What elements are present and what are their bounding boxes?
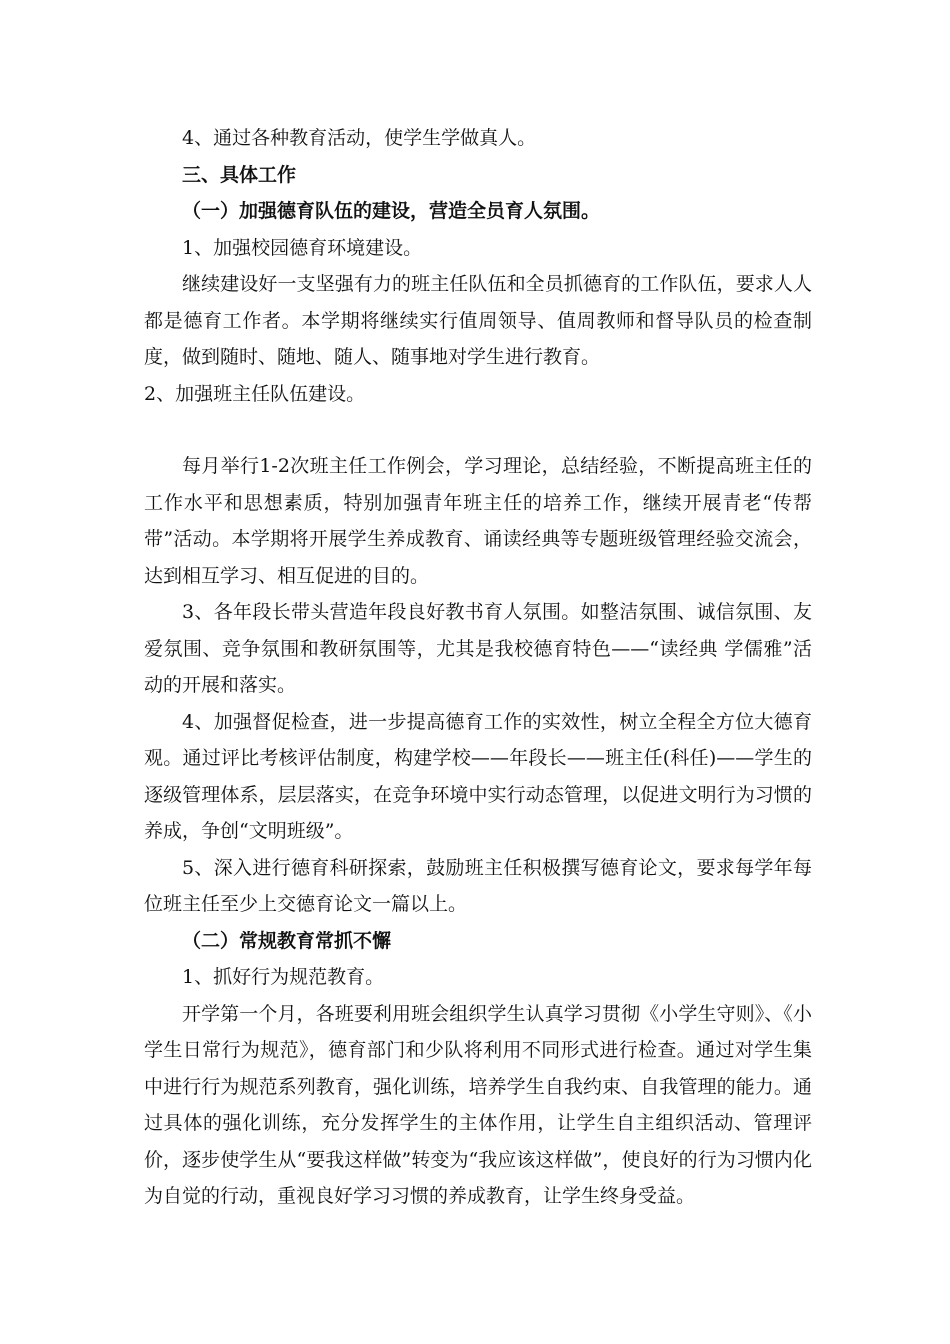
paragraph-item-1-3: 3、各年段长带头营造年段良好教书育人氛围。如整洁氛围、诚信氛围、友爱氛围、竞争氛围和教研氛围等，尤其是我校德育特色——“读经典 学儒雅”活动的开展和落实。 xyxy=(144,601,812,696)
blank-line xyxy=(144,412,812,448)
subsection-heading-1: （一）加强德育队伍的建设，营造全员育人氛围。 xyxy=(182,200,601,222)
item-heading-2-1: 1、抓好行为规范教育。 xyxy=(182,966,385,988)
paragraph-body-2-1: 开学第一个月，各班要利用班会组织学生认真学习贯彻《小学生守则》、《小学生日常行为规范》，德育部门和少队将利用不同形式进行检查。通过对学生集中进行行为规范系列教育，强化训练，培养学生自我约束、自我管理的能力。通过具体的强化训练，充分发挥学生的主体作用，让学生自主组织活动、管理评价，逐步使学生从“要我这样做”转变为“我应该这样做”，使良好的行为习惯内化为自觉的行动，重视良好学习习惯的养成教育，让学生终身受益。 xyxy=(144,1002,812,1207)
paragraph-item-1-5: 5、深入进行德育科研探索，鼓励班主任积极撰写德育论文，要求每学年每位班主任至少上交德育论文一篇以上。 xyxy=(144,856,812,915)
item-heading-1-2: 2、加强班主任队伍建设。 xyxy=(144,382,366,405)
document-page xyxy=(144,120,812,1215)
paragraph-body-1-1: 继续建设好一支坚强有力的班主任队伍和全员抓德育的工作队伍，要求人人都是德育工作者。本学期将继续实行值周领导、值周教师和督导队员的检查制度，做到随时、随地、随人、随事地对学生进行教育。 xyxy=(144,273,812,368)
paragraph-goal-4: 4、通过各种教育活动，使学生学做真人。 xyxy=(182,127,537,149)
subsection-heading-2: （二）常规教育常抓不懈 xyxy=(182,929,392,952)
paragraph-body-1-2: 每月举行1-2次班主任工作例会，学习理论，总结经验，不断提高班主任的工作水平和思想素质，特别加强青年班主任的培养工作，继续开展青老“传帮带”活动。本学期将开展学生养成教育、诵读经典等专题班级管理经验交流会，达到相互学习、相互促进的目的。 xyxy=(144,455,812,587)
item-heading-1-1: 1、加强校园德育环境建设。 xyxy=(182,236,423,259)
section-heading-specific-work: 三、具体工作 xyxy=(182,163,297,186)
paragraph-item-1-4: 4、加强督促检查，进一步提高德育工作的实效性，树立全程全方位大德育观。通过评比考核评估制度，构建学校——年段长——班主任(科任)——学生的逐级管理体系，层层落实，在竞争环境中实行动态管理，以促进文明行为习惯的养成，争创“文明班级”。 xyxy=(144,710,812,842)
